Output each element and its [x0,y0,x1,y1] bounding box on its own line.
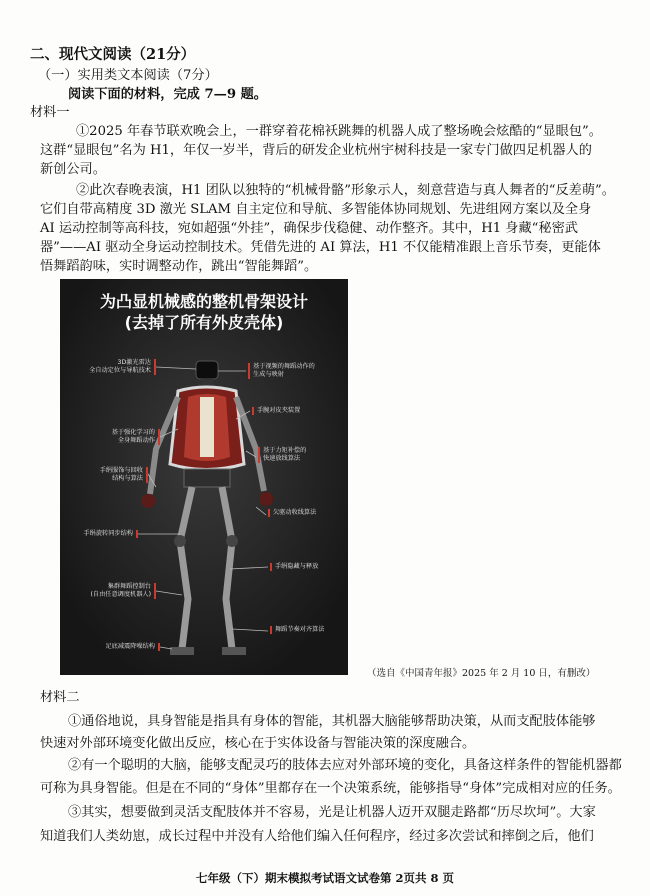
callout-right [252,407,300,415]
material1-line: 它们自带高精度 3D 激光 SLAM 自主定位和导航、多智能体协同规划、先进组网方案以及全身 [40,202,592,217]
section-subtitle: （一）实用类文本阅读（7分） [38,68,218,83]
figure-title-line1: 为凸显机械感的整机骨架设计 [99,292,308,311]
material1-label: 材料一 [30,105,70,120]
callout-text: 手绢旋转同步结构 [83,530,133,537]
material2-line: 可称为具身智能。但是在不同的“身体”里都存在一个决策系统，能够指导“身体”完成相对应的任务。 [40,781,621,796]
callout-text: 基于视频的舞蹈动作的 [253,363,315,370]
callout-text: 结构与算法 [112,475,143,482]
callout-text: 快速放线算法 [263,455,301,462]
callout-text: 足底减震降噪结构 [105,643,155,650]
material1-line: 悟舞蹈韵味，实时调整动作，跳出“智能舞蹈”。 [40,259,318,274]
callout-text: 生成与映射 [253,371,284,378]
robot-skeleton-figure [60,279,348,675]
material1-line: ②此次春晚表演，H1 团队以独特的“机械骨骼”形象示人，刻意营造与真人舞者的“反差萌”。 [76,183,615,198]
page-footer: 七年级（下）期末模拟考试语文试卷第 2页共 8 页 [195,871,454,885]
material2-label: 材料二 [40,690,80,705]
callout-right [248,363,315,379]
callout-text: 手绢隐藏与释放 [275,563,319,570]
material1-line: AI 运动控制等高科技，宛如超强“外挂”，确保步伐稳健、动作整齐。其中，H1 身藏“秘密武 [40,221,578,236]
callout-text: 全自动定位与导航技术 [89,367,151,374]
callout-right [268,509,316,517]
callout-text: (自由任意调度机器人) [90,591,151,598]
material2-line: ②有一个聪明的大脑，能够支配灵巧的肢体去应对外部环境的变化，具备这样条件的智能机器都 [68,758,622,773]
callout-text: 手腕对皮夹装置 [257,407,301,414]
material2-line: ①通俗地说，具身智能是指具有身体的智能，其机器大脑能够帮助决策，从而支配肢体能够 [68,714,596,729]
callout-left [112,429,160,445]
callout-text: 欠驱动收线算法 [273,509,317,516]
figure-title [60,291,348,333]
material1-line: 器”——AI 驱动全身运动控制技术。凭借先进的 AI 算法，H1 不仅能精准跟上音乐节奏，更能体 [40,240,601,255]
callout-left [100,467,148,483]
callout-left [90,583,156,599]
section-title: 二、现代文阅读（21分） [30,46,196,63]
material1-line: ①2025 年春节联欢晚会上，一群穿着花棉袄跳舞的机器人成了整场晚会炫酷的“显眼包”。 [76,124,602,139]
figure-title-line2: (去掉了所有外皮壳体) [124,313,284,332]
callout-left [89,359,156,375]
instruction: 阅读下面的材料，完成 7—9 题。 [68,87,267,102]
callout-left [84,530,139,538]
material1-line: 新创公司。 [40,162,106,177]
material2-line: 快速对外部环境变化做出反应，核心在于实体设备与智能决策的深度融合。 [40,736,476,751]
callout-text: 手绢服饰与回收 [99,467,143,474]
callout-right [270,626,325,634]
material2-line: 知道我们人类幼崽，成长过程中并没有人给他们编入任何程序，经过多次尝试和摔倒之后，他们 [40,829,594,844]
callout-left [106,643,161,651]
material2-line: ③其实，想要做到灵活支配肢体并不容易，光是让机器人迈开双腿走路都“历尽坎坷”。大家 [68,805,596,820]
callout-right [258,447,306,463]
callout-text: 3D激光雷达 [117,359,151,366]
callout-right [270,563,318,571]
callout-text: 舞蹈节奏对齐算法 [275,626,325,633]
callout-text: 基于力矩补偿的 [263,447,307,454]
callout-text: 基于强化学习的 [111,429,155,436]
material1-line: 这群“显眼包”名为 H1，年仅一岁半，背后的研发企业杭州宇树科技是一家专门做四足机器人的 [40,143,592,158]
figure-caption: （选自《中国青年报》2025 年 2 月 10 日，有删改） [367,668,596,679]
callout-text: 全身舞蹈动作 [117,437,155,444]
callout-text: 集群舞蹈控制台 [107,583,151,590]
